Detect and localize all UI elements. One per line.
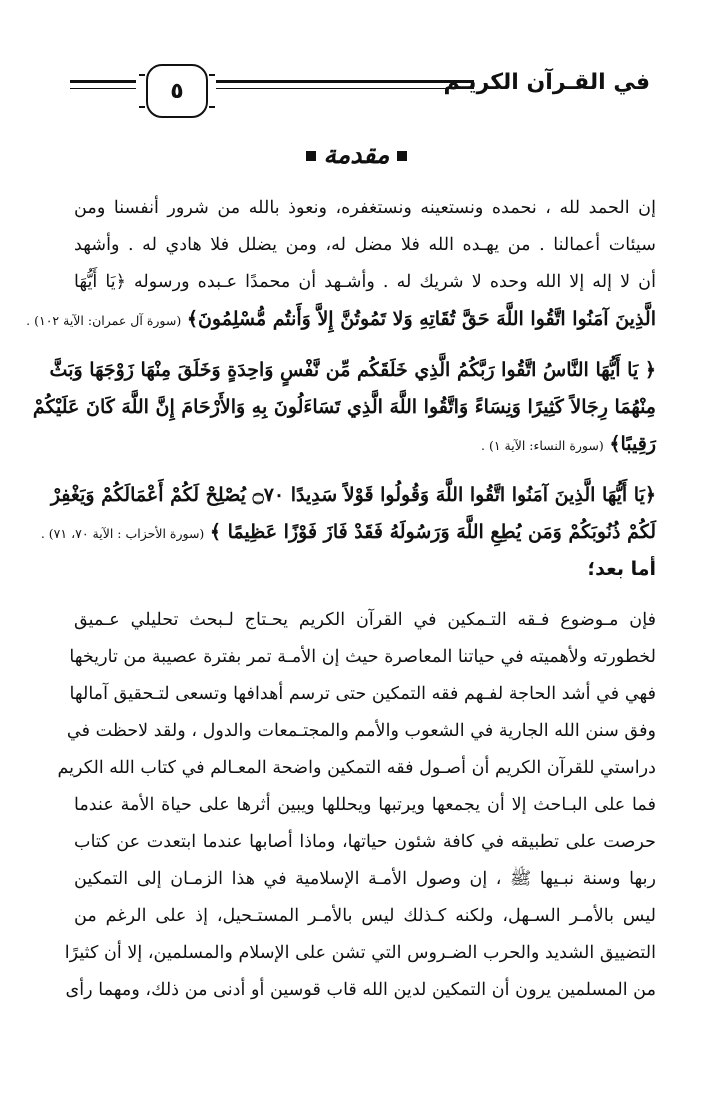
text-line: فما على البـاحث إلا أن يجمعها ويرتبها ويحللها ويبين أثرها على حياة الأمة عندما bbox=[74, 795, 656, 815]
text-line bbox=[74, 426, 656, 463]
text-line: حرصت على تطبيقه في كافة شئون حياتها، وماذا أصابها عندما ابتعدت عن كتاب bbox=[74, 832, 656, 852]
page-header bbox=[70, 58, 650, 122]
text-line: ليس بالأمـر السـهل، ولكنه كـذلك ليس بالأمـر المستـحيل، إذ على الرغم من bbox=[74, 906, 656, 926]
text-line: التضييق الشديد والحرب الضـروس التي تشن على الإسلام والمسلمين، إلا أن كثيرًا bbox=[64, 943, 656, 963]
verse-reference: (سورة النساء: الآية ١) . bbox=[481, 438, 604, 453]
text-line: فهي في أشد الحاجة لفـهم فقه التمكين حتى ترسم أهدافها وتسعى لتـحقيق آمالها bbox=[69, 684, 656, 704]
quran-verse: رَقِيبًا﴾ bbox=[609, 433, 656, 455]
text-line: أن لا إله إلا الله وحده لا شريك له . وأشـهد أن محمدًا عـبده ورسوله ﴿يَا أَيُّهَا bbox=[74, 272, 656, 292]
text-line bbox=[26, 301, 656, 338]
header-rule-middle bbox=[216, 80, 474, 83]
text-line: من المسلمين يرون أن التمكين لدين الله قاب قوسين أو أدنى من ذلك، ومهما رأى bbox=[65, 980, 656, 1000]
header-rule-middle-thin bbox=[216, 88, 474, 89]
title-square-icon bbox=[306, 151, 316, 161]
text-line bbox=[40, 514, 656, 551]
text-line: فإن مـوضوع فـقه التـمكين في القرآن الكريم يحـتاج لـبحث تحليلي عـميق bbox=[74, 610, 656, 630]
quran-verse: الَّذِينَ آمَنُوا اتَّقُوا اللَّهَ حَقَّ تُقَاتِهِ وَلا تَمُوتُنَّ إِلاَّ وَأَنتُم مُّسْلِمُونَ﴾ bbox=[186, 308, 656, 330]
text-line: لخطورته ولأهميته في حياتنا المعاصرة حيث إن الأمـة تمر بفترة عصيبة من تاريخها bbox=[69, 647, 656, 667]
verse-reference: (سورة الأحزاب : الآية ٧٠، ٧١) . bbox=[40, 526, 205, 541]
verse-reference: (سورة آل عمران: الآية ١٠٢) . bbox=[26, 313, 182, 328]
text-line: وفق سنن الله الجارية في الشعوب والأمم والمجتـمعات والدول ، ولقد لاحظت في bbox=[66, 721, 656, 741]
text-line: ربها وسنة نبـيها ﷺ ، إن وصول الأمـة الإسلامية في هذا الزمـان إلى التمكين bbox=[74, 869, 656, 889]
text-line: دراستي للقرآن الكريم أن أصـول فقه التمكين واضحة المعـالم في كتاب الله الكريم bbox=[57, 758, 656, 778]
quran-verse: ﴿ يَا أَيُّهَا النَّاسُ اتَّقُوا رَبَّكُمُ الَّذِي خَلَقَكُم مِّن نَّفْسٍ وَاحِدَةٍ وَخَلَقَ مِنْهَا زَوْجَهَا وَبَثَّ bbox=[49, 359, 656, 381]
section-title-text: مقدمة bbox=[323, 140, 390, 169]
running-title: في القـرآن الكريـم bbox=[443, 70, 650, 95]
section-title bbox=[0, 140, 713, 169]
body-text bbox=[26, 190, 656, 1009]
page-number: ٥ bbox=[146, 64, 208, 118]
title-square-icon bbox=[397, 151, 407, 161]
header-rule-left bbox=[70, 80, 136, 83]
quran-verse: لَكُمْ ذُنُوبَكُمْ وَمَن يُطِعِ اللَّهَ وَرَسُولَهُ فَقَدْ فَازَ فَوْزًا عَظِيمًا ﴾ bbox=[209, 521, 656, 543]
header-rule-left-thin bbox=[70, 88, 136, 89]
subheading: أما بعد؛ bbox=[587, 558, 656, 580]
text-line: إن الحمد لله ، نحمده ونستعينه ونستغفره، ونعوذ بالله من شرور أنفسنا ومن bbox=[74, 198, 656, 218]
text-line: سيئات أعمالنا . من يهـده الله فلا مضل له، ومن يضلل فلا هادي له . وأشهد bbox=[74, 235, 656, 255]
quran-verse: ﴿يَا أَيُّهَا الَّذِينَ آمَنُوا اتَّقُوا اللَّهَ وَقُولُوا قَوْلاً سَدِيدًا ۝٧٠ يُصْلِحْ لَكُمْ أَعْمَالَكُمْ وَيَغْفِرْ bbox=[50, 484, 656, 506]
quran-verse: مِنْهُمَا رِجَالاً كَثِيرًا وَنِسَاءً وَاتَّقُوا اللَّهَ الَّذِي تَسَاءَلُونَ بِهِ وَالأَرْحَامَ إِنَّ اللَّهَ كَانَ عَلَيْكُمْ bbox=[32, 396, 656, 418]
